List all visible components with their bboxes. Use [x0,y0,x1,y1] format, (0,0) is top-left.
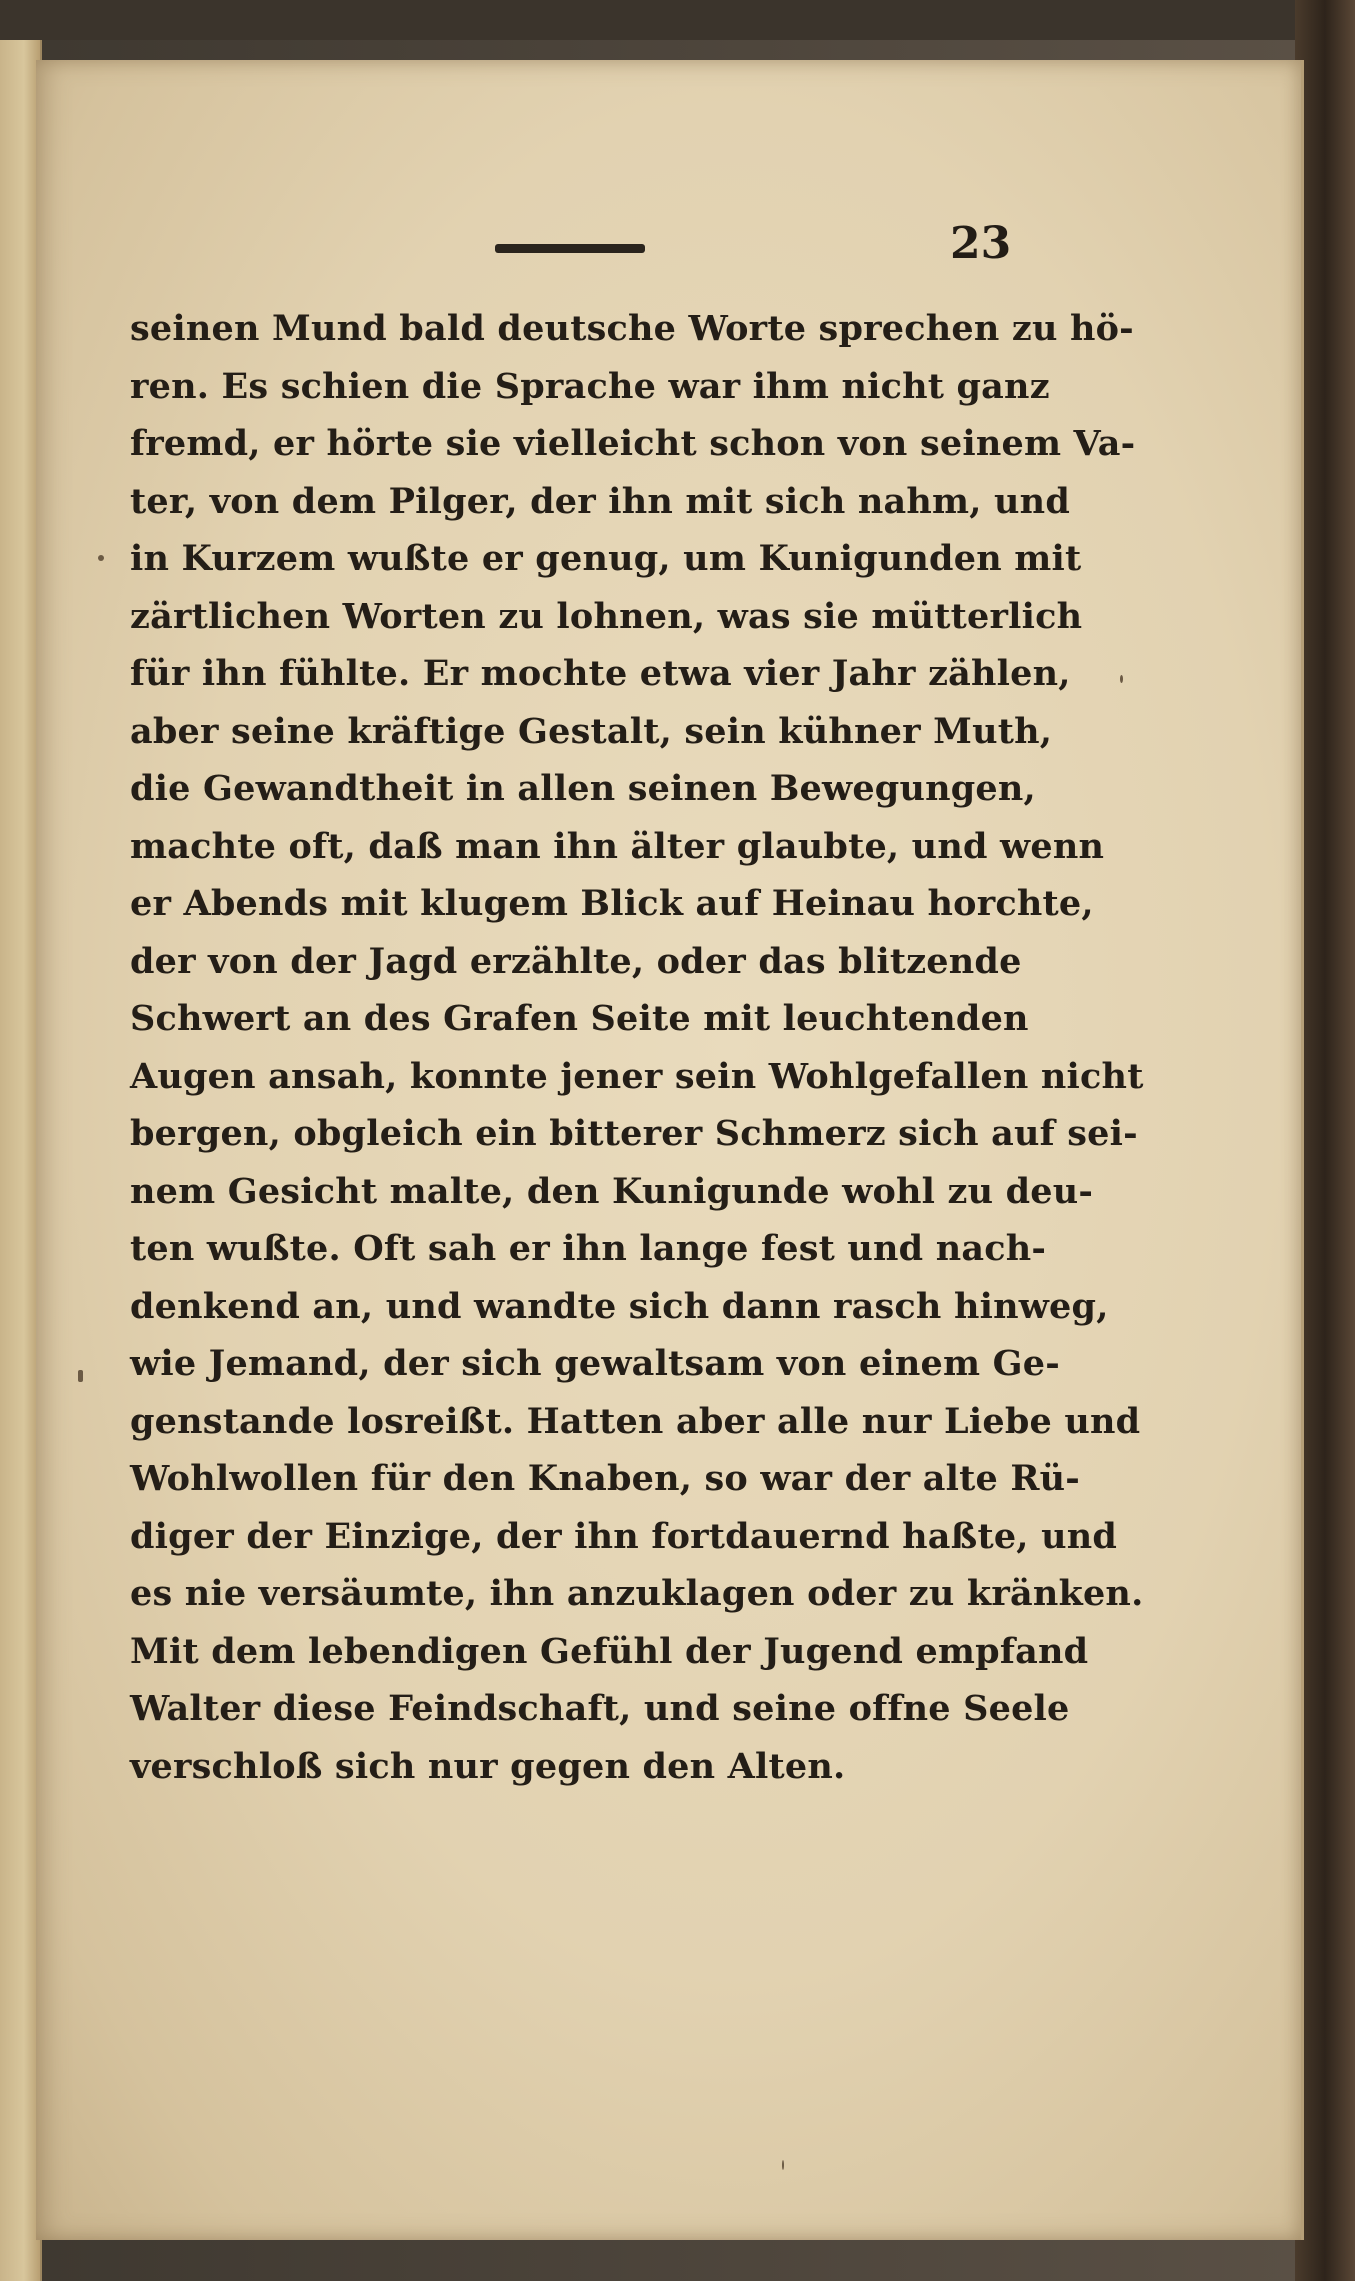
text-line: Walter diese Feindschaft, und seine offne Seele [130,1688,1070,1729]
text-line: nem Gesicht malte, den Kunigunde wohl zu deu- [130,1170,1094,1212]
text-line: es nie versäumte, ihn anzuklagen oder zu kränken. [130,1573,1144,1614]
page-number: 23 [950,218,1012,269]
text-line: zärtlichen Worten zu lohnen, was sie mütterlich [130,595,1083,637]
text-line: Wohlwollen für den Knaben, so war der alte Rü- [130,1458,1080,1499]
text-line: ren. Es schien die Sprache war ihm nicht ganz [130,365,1050,407]
text-line: ter, von dem Pilger, der ihn mit sich nahm, und [130,480,1070,522]
book-edge-top [0,0,1355,40]
paper-speck [98,555,104,561]
text-line: diger der Einzige, der ihn fortdauernd haßte, und [130,1515,1118,1557]
text-line: der von der Jagd erzählte, oder das blitzende [130,940,1022,982]
text-line: Augen ansah, konnte jener sein Wohlgefallen nicht [130,1055,1144,1097]
text-line: in Kurzem wußte er genug, um Kunigunden mit [130,538,1082,579]
text-line: bergen, obgleich ein bitterer Schmerz sich auf sei- [130,1113,1138,1154]
text-line: er Abends mit klugem Blick auf Heinau horchte, [130,883,1094,924]
text-line: machte oft, daß man ihn älter glaubte, und wenn [130,825,1105,867]
text-line: Mit dem lebendigen Gefühl der Jugend empfand [130,1630,1089,1672]
text-line: Schwert an des Grafen Seite mit leuchtenden [130,998,1029,1039]
book-cover-edge [1295,0,1355,2281]
text-line: genstande losreißt. Hatten aber alle nur Liebe und [130,1400,1141,1442]
text-line: für ihn fühlte. Er mochte etwa vier Jahr zählen, [130,653,1071,694]
text-line: seinen Mund bald deutsche Worte sprechen zu hö- [130,308,1134,349]
text-line: die Gewandtheit in allen seinen Bewegungen, [130,768,1036,809]
text-line: fremd, er hörte sie vielleicht schon von seinem Va- [130,423,1136,464]
body-text [130,300,1144,1795]
paper-speck [1120,675,1123,683]
text-line: verschloß sich nur gegen den Alten. [130,1745,846,1787]
text-line: denkend an, und wandte sich dann rasch hinweg, [130,1285,1109,1327]
paper-speck [782,2160,784,2170]
text-line: wie Jemand, der sich gewaltsam von einem Ge- [130,1343,1060,1384]
header-rule [495,244,645,253]
text-line: ten wußte. Oft sah er ihn lange fest und nach- [130,1228,1047,1269]
text-line: aber seine kräftige Gestalt, sein kühner Muth, [130,710,1053,752]
paper-speck [78,1370,83,1382]
